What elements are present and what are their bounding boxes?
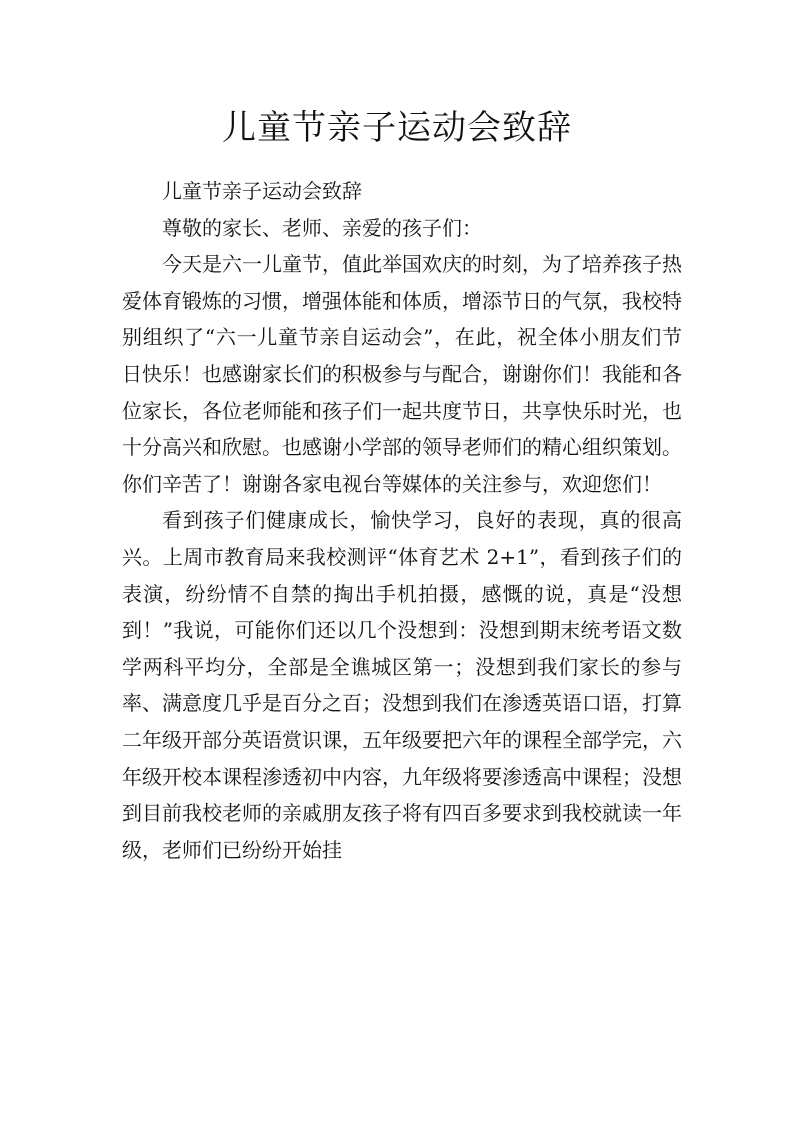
body-paragraph-heading: 儿童节亲子运动会致辞 <box>162 179 362 203</box>
document-title: 儿童节亲子运动会致辞 <box>222 108 572 148</box>
document-body <box>122 173 682 868</box>
body-paragraph-salutation: 尊敬的家长、老师、亲爱的孩子们： <box>162 215 482 240</box>
body-paragraph: 看到孩子们健康成长，愉快学习，良好的表现，真的很高兴。上周市教育局来我校测评“体育艺术 2+1”，看到孩子们的表演，纷纷情不自禁的掏出手机拍摄，感慨的说，真是“没想到！”我说，可能你们还以几个没想到：没想到期末统考语文数学两科平均分，全部是全谯城区第一；没想到我们家长的参与率、满意度几乎是百分之百；没想到我们在渗透英语口语，打算二年级开部分英语赏识课，五年级要把六年的课程全部学完，六年级开校本课程渗透初中内容，九年级将要渗透高中课程；没想到目前我校老师的亲戚朋友孩子将有四百多要求到我校就读一年级，老师们已纷纷开始挂 <box>122 508 682 862</box>
body-paragraph: 今天是六一儿童节，值此举国欢庆的时刻，为了培养孩子热爱体育锻炼的习惯，增强体能和体质，增添节日的气氛，我校特别组织了“六一儿童节亲自运动会”，在此，祝全体小朋友们节日快乐！也感谢家长们的积极参与与配合，谢谢你们！我能和各位家长，各位老师能和孩子们一起共度节日，共享快乐时光，也十分高兴和欣慰。也感谢小学部的领导老师们的精心组织策划。你们辛苦了！谢谢各家电视台等媒体的关注参与，欢迎您们！ <box>122 252 682 496</box>
